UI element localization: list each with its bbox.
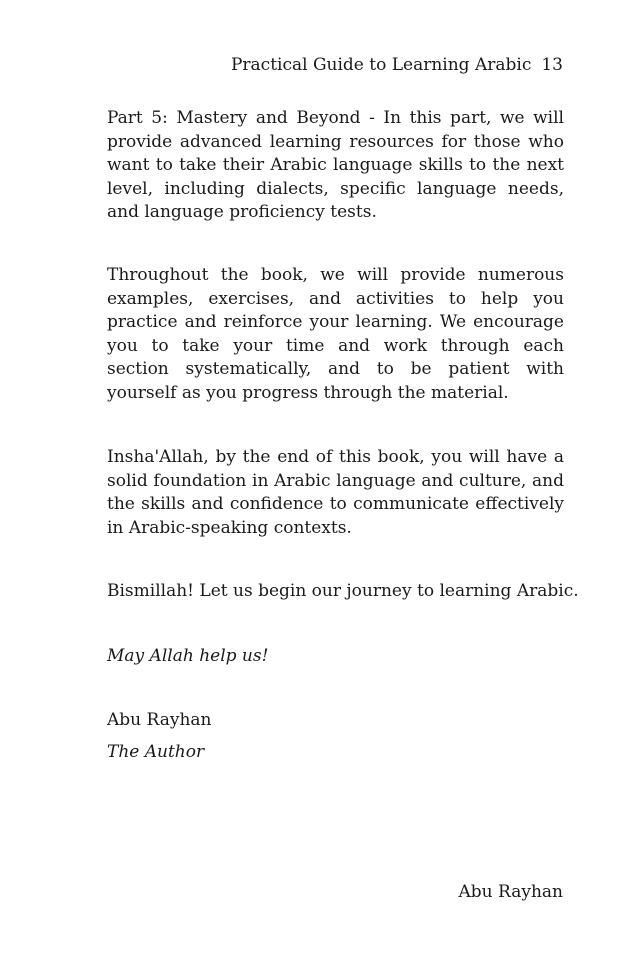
closing-line: May Allah help us!	[107, 646, 269, 666]
page-number: 13	[541, 55, 563, 75]
paragraph-bismillah: Bismillah! Let us begin our journey to learning Arabic.	[107, 581, 579, 601]
author-name: Abu Rayhan	[107, 710, 212, 730]
running-header	[231, 53, 563, 77]
paragraph-foundation: Insha'Allah, by the end of this book, you will have a solid foundation in Arabic language and culture, and the skills and confidence to communicate effectively in Arabic-speaking contexts.	[107, 447, 564, 538]
paragraph-exercises: Throughout the book, we will provide numerous examples, exercises, and activities to help you practice and reinforce your learning. We encourage you to take your time and work through each section systematically, and to be patient with yourself as you progress through the material.	[107, 265, 564, 403]
author-role: The Author	[107, 742, 205, 762]
paragraph-part-5: Part 5: Mastery and Beyond - In this part, we will provide advanced learning resources for those who want to take their Arabic language skills to the next level, including dialects, specific language needs, and language proficiency tests.	[107, 108, 564, 223]
running-footer-author: Abu Rayhan	[458, 882, 563, 902]
book-title: Practical Guide to Learning Arabic	[230, 55, 532, 75]
